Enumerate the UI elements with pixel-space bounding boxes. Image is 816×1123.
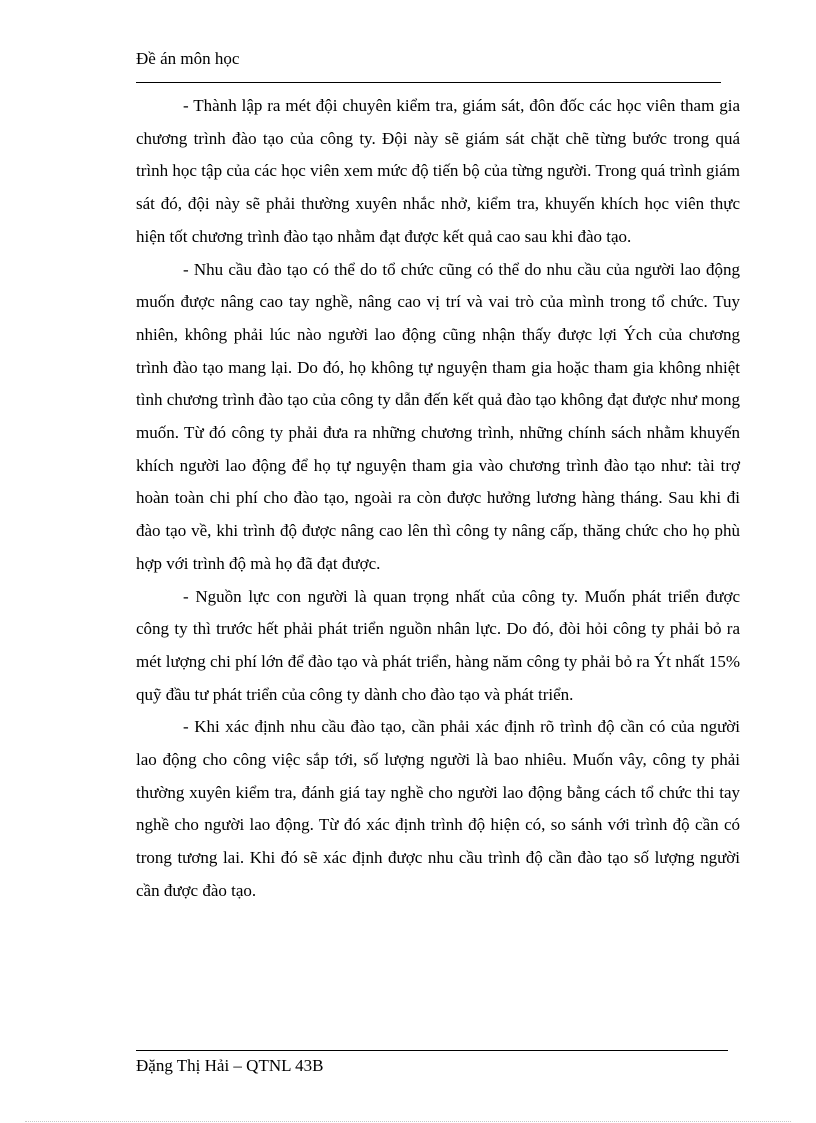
footer-author: Đặng Thị Hải – QTNL 43B [136, 1056, 324, 1075]
page-bottom-edge [25, 1121, 791, 1122]
document-body [136, 90, 740, 908]
paragraph: - Thành lập ra mét đội chuyên kiểm tra, giám sát, đôn đốc các học viên tham gia chương trình đào tạo của công ty. Đội này sẽ giám sát chặt chẽ từng bước trong quá trình học tập của các học viên xem mức độ tiến bộ của từng người. Trong quá trình giám sát đó, đội này sẽ phải thường xuyên nhắc nhở, kiểm tra, khuyến khích học viên thực hiện tốt chương trình đào tạo nhằm đạt được kết quả cao sau khi đào tạo. [136, 96, 740, 246]
header-divider [136, 82, 721, 83]
paragraph: - Nguồn lực con người là quan trọng nhất của công ty. Muốn phát triển được công ty thì trước hết phải phát triển nguồn nhân lực. Do đó, đòi hỏi công ty phải bỏ ra mét lượng chi phí lớn để đào tạo và phát triển, hàng năm công ty phải bỏ ra Ýt nhất 15% quỹ đầu tư phát triển của công ty dành cho đào tạo và phát triển. [136, 586, 740, 704]
paragraph: - Khi xác định nhu cầu đào tạo, cần phải xác định rõ trình độ cần có của người lao động cho công việc sắp tới, số lượng người là bao nhiêu. Muốn vây, công ty phải thường xuyên kiểm tra, đánh giá tay nghề cho người lao động bằng cách tổ chức thi tay nghề cho người lao động. Từ đó xác định trình độ hiện có, so sánh với trình độ cần có trong tương lai. Khi đó sẽ xác định được nhu cầu trình độ cần đào tạo số lượng người cần được đào tạo. [136, 717, 740, 900]
paragraph: - Nhu cầu đào tạo có thể do tổ chức cũng có thể do nhu cầu của người lao động muốn được nâng cao tay nghề, nâng cao vị trí và vai trò của mình trong tổ chức. Tuy nhiên, không phải lúc nào người lao động cũng nhận thấy được lợi Ých của chương trình đào tạo mang lại. Do đó, họ không tự nguyện tham gia hoặc tham gia không nhiệt tình chương trình đào tạo của công ty dẫn đến kết quả đào tạo không đạt được như mong muốn. Từ đó công ty phải đưa ra những chương trình, những chính sách nhằm khuyến khích người lao động để họ tự nguyện tham gia vào chương trình đào tạo như: tài trợ hoàn toàn chi phí cho đào tạo, ngoài ra còn được hưởng lương hàng tháng. Sau khi đi đào tạo về, khi trình độ được nâng cao lên thì công ty nâng cấp, thăng chức cho họ phù hợp với trình độ mà họ đã đạt được. [136, 259, 740, 573]
header-title: Đề án môn học [136, 49, 240, 68]
footer-divider [136, 1050, 728, 1051]
